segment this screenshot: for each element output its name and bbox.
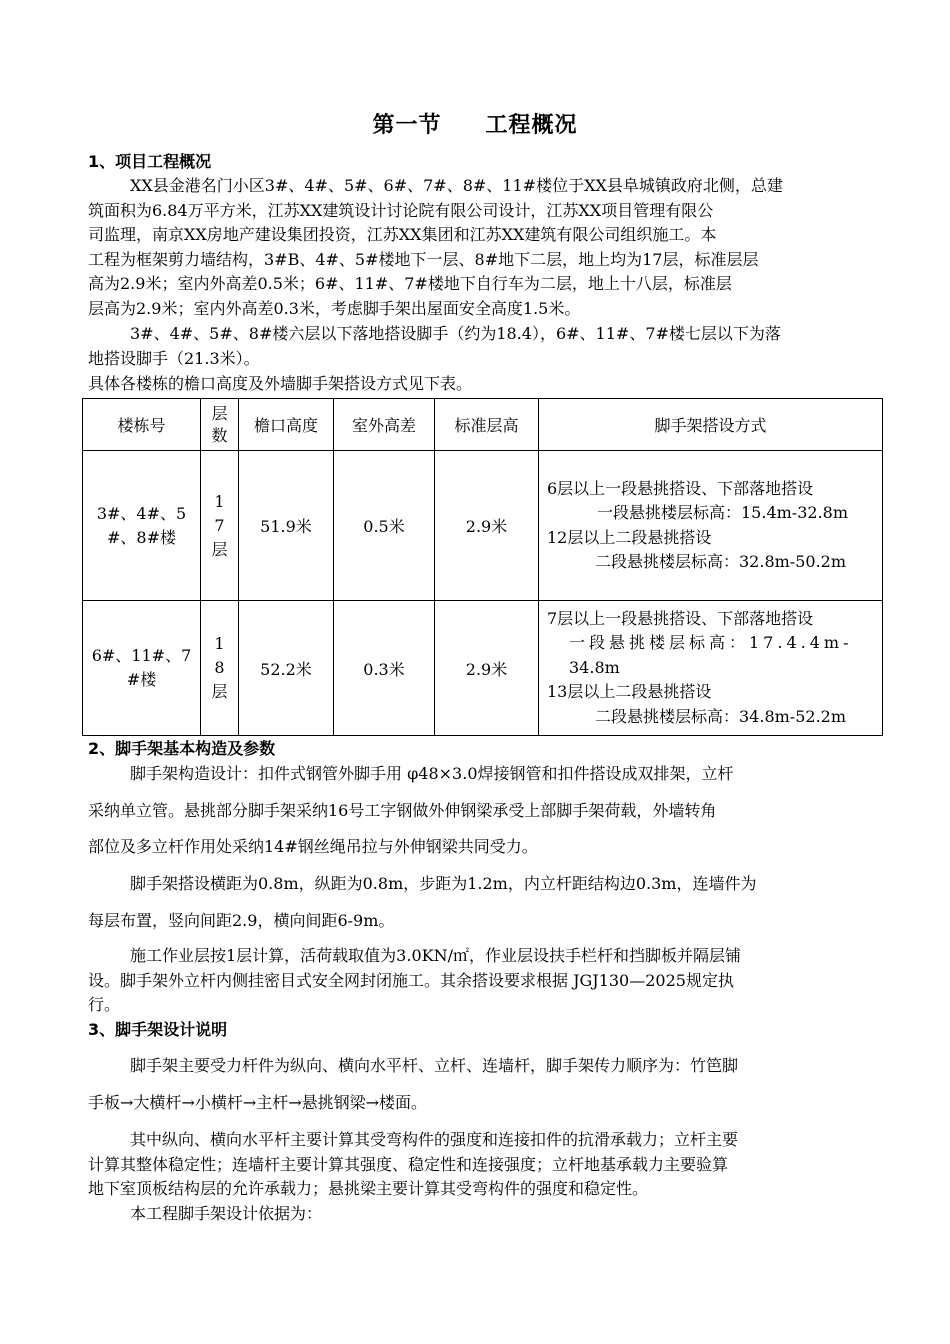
cell-standard-height: 2.9米 xyxy=(435,601,539,736)
method-line: 二段悬挑楼层标高：32.8m-50.2m xyxy=(595,552,847,571)
method-line: 34.8m xyxy=(569,657,620,677)
text-line: 采纳单立管。悬挑部分脚手架采纳16号工字钢做外伸钢梁承受上部脚手架荷载，外墙转角 xyxy=(88,800,717,820)
method-line: 6层以上一段悬挑搭设、下部落地搭设 xyxy=(547,478,814,498)
section-1-paragraph-2 xyxy=(88,322,862,371)
cell-outdoor-diff: 0.5米 xyxy=(334,451,435,601)
text-line: XX县金港名门小区3#、4#、5#、6#、7#、8#、11#楼位于XX县阜城镇政府北侧，总建 xyxy=(130,176,783,195)
text-line: 工程为框架剪力墙结构，3#B、4#、5#楼地下一层、8#地下二层，地上均为17层，标准层层 xyxy=(88,249,759,269)
section-1-paragraph-1 xyxy=(88,174,862,321)
method-line: 7层以上一段悬挑搭设、下部落地搭设 xyxy=(547,608,814,628)
page-title xyxy=(0,108,950,139)
table-row xyxy=(83,601,883,736)
cell-floors xyxy=(201,451,239,601)
text-line: 每层布置，竖向间距2.9，横向间距6-9m。 xyxy=(88,910,395,930)
method-line: 13层以上二段悬挑搭设 xyxy=(547,682,712,702)
cell-eave-height: 52.2米 xyxy=(239,601,334,736)
method-line: 12层以上二段悬挑搭设 xyxy=(547,527,712,547)
text-line: 地搭设脚手（21.3米）。 xyxy=(88,348,260,368)
header-standard-height: 标准层高 xyxy=(435,399,539,451)
cell-outdoor-diff: 0.3米 xyxy=(334,601,435,736)
section-3-paragraph-2 xyxy=(88,1128,862,1202)
cell-building-text: 3#、4#、5#、8#楼 xyxy=(96,503,187,547)
table-row xyxy=(83,451,883,601)
text-line: 设。脚手架外立杆内侧挂密目式安全网封闭施工。其余搭设要求根据 JGJ130—2025规定执 xyxy=(88,970,734,990)
text-line: 行。 xyxy=(88,995,121,1014)
cell-building-text: 6#、11#、7#楼 xyxy=(91,646,192,689)
section-2-paragraph-2 xyxy=(88,866,862,939)
header-floors xyxy=(201,399,239,451)
text-line: 地下室顶板结构层的允许承载力；悬挑梁主要计算其受弯构件的强度和稳定性。 xyxy=(88,1179,649,1198)
cell-building xyxy=(83,451,201,601)
text-line: 计算其整体稳定性；连墙杆主要计算其强度、稳定性和连接强度；立杆地基承载力主要验算 xyxy=(88,1154,729,1174)
header-eave-height: 檐口高度 xyxy=(239,399,334,451)
section-3-paragraph-3: 本工程脚手架设计依据为： xyxy=(130,1204,323,1223)
section-1-heading: 1、项目工程概况 xyxy=(88,152,212,171)
method-line: 一段悬挑楼层标高：15.4m-32.8m xyxy=(597,503,849,522)
building-scaffold-table xyxy=(82,398,883,736)
cell-floors-text: 17层 xyxy=(211,491,228,559)
text-line: 脚手架主要受力杆件为纵向、横向水平杆、立杆、连墙杆，脚手架传力顺序为：竹笆脚 xyxy=(130,1056,739,1075)
header-scaffold-method: 脚手架搭设方式 xyxy=(539,399,883,451)
text-line: 3#、4#、5#、8#楼六层以下落地搭设脚手（约为18.4），6#、11#、7#楼七层以下为落 xyxy=(130,324,781,343)
cell-eave-height: 51.9米 xyxy=(239,451,334,601)
title-part-2: 工程概况 xyxy=(485,113,578,138)
method-line: 二段悬挑楼层标高：34.8m-52.2m xyxy=(595,706,847,726)
header-building: 楼栋号 xyxy=(83,399,201,451)
section-1-paragraph-3: 具体各楼栋的檐口高度及外墙脚手架搭设方式见下表。 xyxy=(88,374,473,393)
text-line: 脚手架搭设横距为0.8m，纵距为0.8m，步距为1.2m，内立杆距结构边0.3m，连墙件为 xyxy=(130,874,757,893)
text-line: 层高为2.9米；室内外高差0.3米，考虑脚手架出屋面安全高度1.5米。 xyxy=(88,298,581,318)
header-outdoor-diff: 室外高差 xyxy=(334,399,435,451)
cell-floors xyxy=(201,601,239,736)
text-line: 筑面积为6.84万平方米，江苏XX建筑设计讨论院有限公司设计，江苏XX项目管理有限公 xyxy=(88,200,714,220)
cell-building xyxy=(83,601,201,736)
cell-standard-height: 2.9米 xyxy=(435,451,539,601)
title-part-1: 第一节 xyxy=(372,113,442,138)
text-line: 手板→大横杆→小横杆→主杆→悬挑钢梁→楼面。 xyxy=(88,1092,428,1112)
text-line: 脚手架构造设计：扣件式钢管外脚手用 φ48×3.0焊接钢管和扣件搭设成双排架，立杆 xyxy=(130,764,734,783)
method-line: 一段悬挑楼层标高：17.4.4m- xyxy=(569,633,853,653)
cell-floors-text: 18层 xyxy=(211,634,228,701)
text-line: 施工作业层按1层计算，活荷载取值为3.0KN/㎡，作业层设扶手栏杆和挡脚板并隔层铺 xyxy=(130,946,741,965)
text-line: 高为2.9米；室内外高差0.5米；6#、11#、7#楼地下自行车为二层，地上十八层，标准层 xyxy=(88,274,732,293)
text-line: 部位及多立杆作用处采纳14#钢丝绳吊拉与外伸钢梁共同受力。 xyxy=(88,837,538,856)
cell-scaffold-method xyxy=(539,451,883,601)
text-line: 司监理，南京XX房地产建设集团投资，江苏XX集团和江苏XX建筑有限公司组织施工。本 xyxy=(88,225,717,244)
cell-scaffold-method xyxy=(539,601,883,736)
table-header-row xyxy=(83,399,883,451)
section-2-paragraph-1 xyxy=(88,756,862,866)
section-2-paragraph-3 xyxy=(88,944,862,1018)
header-floors-text: 层数 xyxy=(211,403,228,445)
section-3-paragraph-1 xyxy=(88,1048,862,1121)
section-2-heading: 2、脚手架基本构造及参数 xyxy=(88,739,276,758)
section-3-heading: 3、脚手架设计说明 xyxy=(88,1020,228,1039)
text-line: 其中纵向、横向水平杆主要计算其受弯构件的强度和连接扣件的抗滑承载力；立杆主要 xyxy=(130,1130,739,1149)
